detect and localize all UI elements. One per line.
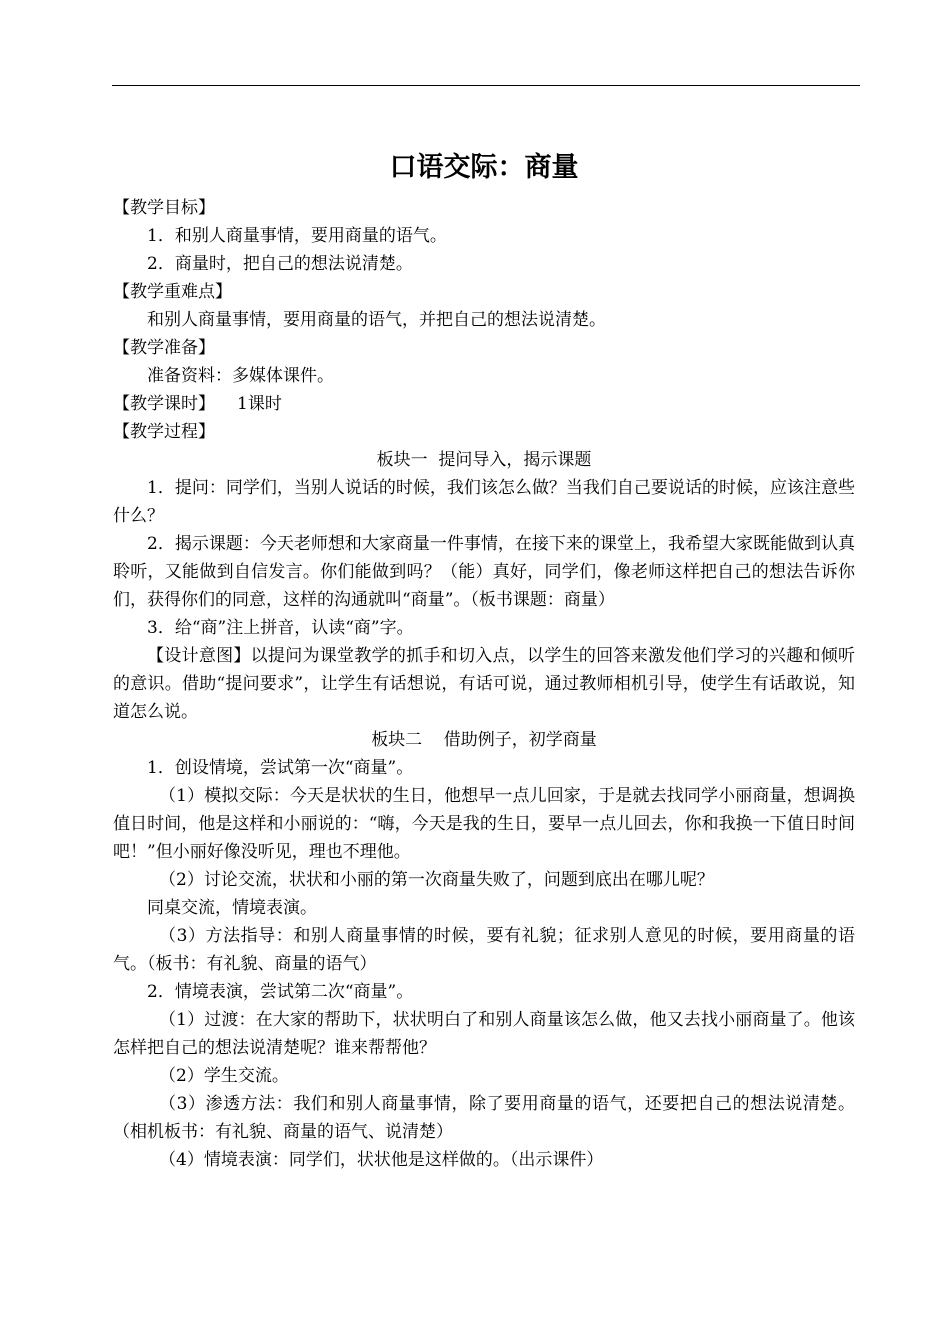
document-body: [113, 148, 855, 1174]
block2-step-1-2: （2）讨论交流，状状和小丽的第一次商量失败了，问题到底出在哪儿呢？: [159, 870, 714, 890]
goals-heading: 【教学目标】: [113, 198, 215, 218]
page-title: 口语交际：商量: [389, 152, 579, 183]
goal-item-1: 1．和别人商量事情，要用商量的语气。: [147, 226, 447, 246]
class-hours-heading: 【教学课时】: [113, 394, 215, 414]
block2-step-2-3: （3）渗透方法：我们和别人商量事情，除了要用商量的语气，还要把自己的想法说清楚。（相机板书：有礼貌、商量的语气、说清楚）: [113, 1094, 855, 1142]
block2-heading: 板块二 借助例子，初学商量: [371, 730, 597, 750]
block1-paragraph-2: 2．揭示课题：今天老师想和大家商量一件事情，在接下来的课堂上，我希望大家既能做到认真聆听，又能做到自信发言。你们能做到吗？（能）真好，同学们，像老师这样把自己的想法告诉你们，获得你们的同意，这样的沟通就叫“商量”。（板书课题：商量）: [113, 534, 855, 610]
goal-item-2: 2．商量时，把自己的想法说清楚。: [147, 254, 413, 274]
block2-step-1: 1．创设情境，尝试第一次“商量”。: [147, 758, 414, 778]
key-points-text: 和别人商量事情，要用商量的语气，并把自己的想法说清楚。: [147, 310, 606, 330]
block1-paragraph-1: 1．提问：同学们，当别人说话的时候，我们该怎么做？当我们自己要说话的时候，应该注意些什么？: [113, 478, 855, 526]
block1-paragraph-3: 3．给“商”注上拼音，认读“商”字。: [147, 618, 414, 638]
header-rule: [112, 85, 860, 86]
key-points-heading: 【教学重难点】: [113, 282, 232, 302]
block2-step-2: 2．情境表演，尝试第二次“商量”。: [147, 982, 414, 1002]
block2-step-1-2b: 同桌交流，情境表演。: [147, 898, 317, 918]
block2-step-1-1: （1）模拟交际：今天是状状的生日，他想早一点儿回家，于是就去找同学小丽商量，想调换值日时间，他是这样和小丽说的：“嗨，今天是我的生日，要早一点儿回去，你和我换一下值日时间吧！”但小丽好像没听见，理也不理他。: [113, 786, 855, 862]
block2-step-2-2: （2）学生交流。: [159, 1066, 289, 1086]
process-heading: 【教学过程】: [113, 422, 215, 442]
block2-step-1-3: （3）方法指导：和别人商量事情的时候，要有礼貌；征求别人意见的时候，要用商量的语气。（板书：有礼貌、商量的语气）: [113, 926, 855, 974]
block1-design-intent: 【设计意图】以提问为课堂教学的抓手和切入点，以学生的回答来激发他们学习的兴趣和倾听的意识。借助“提问要求”，让学生有话想说，有话可说，通过教师相机引导，使学生有话敢说，知道怎么说。: [113, 646, 855, 722]
block2-step-2-1: （1）过渡：在大家的帮助下，状状明白了和别人商量该怎么做，他又去找小丽商量了。他该怎样把自己的想法说清楚呢？谁来帮帮他？: [113, 1010, 855, 1058]
preparation-text: 准备资料：多媒体课件。: [147, 366, 334, 386]
block2-step-2-4: （4）情境表演：同学们，状状他是这样做的。（出示课件）: [159, 1150, 604, 1170]
block1-heading: 板块一 提问导入，揭示课题: [376, 450, 592, 470]
class-hours-value: 1课时: [237, 394, 282, 414]
preparation-heading: 【教学准备】: [113, 338, 215, 358]
class-hours-line: [113, 390, 855, 418]
